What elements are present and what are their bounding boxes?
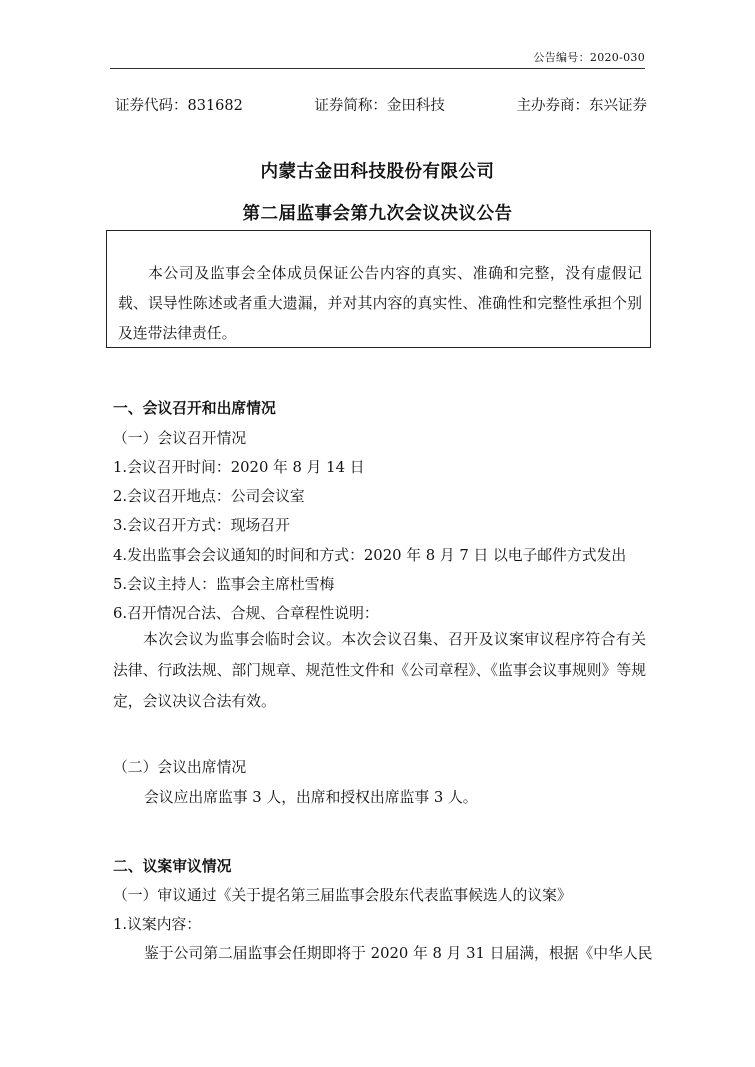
disclaimer-box: [106, 230, 651, 348]
company-title: 内蒙古金田科技股份有限公司: [260, 162, 495, 182]
proposal-content-label: 1.议案内容：: [113, 916, 202, 933]
notice-time-method: 4.发出监事会会议通知的时间和方式：2020 年 8 月 7 日 以电子邮件方式发出: [113, 547, 627, 564]
meeting-time: 1.会议召开时间：2020 年 8 月 14 日: [113, 459, 365, 476]
attendance-text: 会议应出席监事 3 人，出席和授权出席监事 3 人。: [144, 789, 478, 806]
meeting-host: 5.会议主持人：监事会主席杜雪梅: [113, 576, 335, 593]
compliance-statement-label: 6.召开情况合法、合规、合章程性说明：: [113, 605, 379, 622]
meeting-method: 3.会议召开方式：现场召开: [113, 517, 290, 534]
disclaimer-text: 本公司及监事会全体成员保证公告内容的真实、准确和完整，没有虚假记载、误导性陈述或者重大遗漏，并对其内容的真实性、准确性和完整性承担个别及连带法律责任。: [118, 265, 642, 342]
securities-info-row: [115, 94, 647, 115]
announcement-number: 公告编号：2020-030: [533, 51, 645, 64]
proposal-content-text: 鉴于公司第二届监事会任期即将于 2020 年 8 月 31 日届满，根据《中华人民: [144, 945, 653, 962]
securities-short-name: 证券简称：金田科技: [314, 98, 445, 114]
subsection-1-2: （二）会议出席情况: [113, 759, 247, 776]
header-divider: [110, 68, 645, 69]
subsection-1-1: （一）会议召开情况: [113, 430, 247, 447]
securities-code: 证券代码：831682: [115, 98, 243, 114]
section-2-heading: 二、议案审议情况: [113, 858, 232, 875]
section-1-heading: 一、会议召开和出席情况: [113, 400, 276, 417]
meeting-place: 2.会议召开地点：公司会议室: [113, 488, 305, 505]
announcement-title: 第二届监事会第九次会议决议公告: [242, 204, 513, 224]
subsection-2-1: （一）审议通过《关于提名第三届监事会股东代表监事候选人的议案》: [113, 887, 572, 904]
compliance-statement-text: 本次会议为监事会临时会议。本次会议召集、召开及议案审议程序符合有关法律、行政法规、部门规章、规范性文件和《公司章程》、《监事会议事规则》等规定，会议决议合法有效。: [113, 631, 646, 710]
lead-broker: 主办券商：东兴证券: [516, 98, 647, 114]
